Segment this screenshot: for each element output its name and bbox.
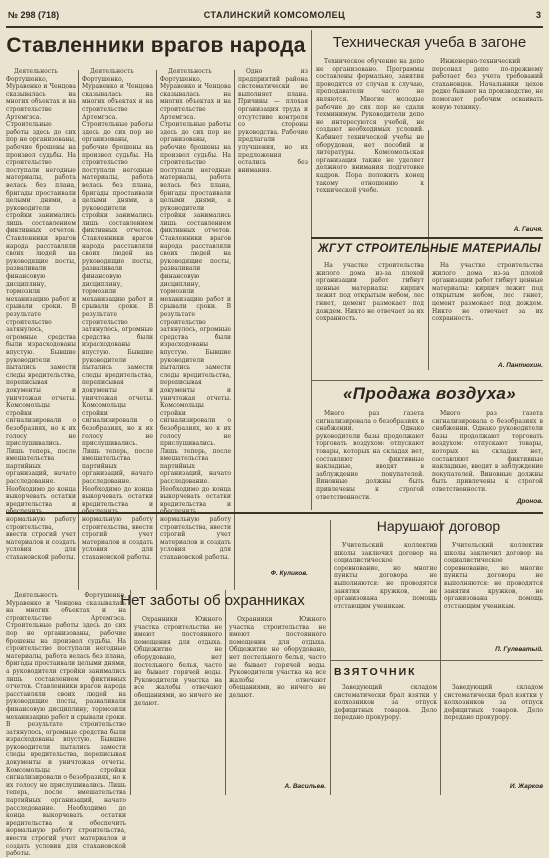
headline-materialy: ЖГУТ СТРОИТЕЛЬНЫЕ МАТЕРИАЛЫ: [317, 243, 542, 255]
article-body-extra: Одно из предприятий района систематически не выполняет плана. Причины — плохая организация труда и отсутствие контроля со стороны руководства. Рабочие предлагали улучшения, но их предложения остались без внимания.: [238, 68, 308, 174]
headline-stavlenniki: Ставленники врагов народа: [6, 34, 306, 57]
signature-extra: Ф. Куликов.: [270, 570, 308, 577]
signature-vzyatochnik: И. Жарков: [509, 783, 543, 790]
article-body-vzyatochnik: Заведующий складом систематически брал взятки у колхозников за отпуск дефицитных товаров. Дело передано прокурору.: [334, 684, 437, 722]
article-body-stavlenniki: Деятельность Фортушенко, Муравенко и Ченцова сказывалась на многих объектах и на строительстве Артемгэса. Строительные работы здесь до сих пор не организованы, рабочие брошены на произвол судьбы. На строительство поступали негодные материалы, работа велась без плана, бригады простаивали целыми днями, а руководители стройки занимались лишь составлением фиктивных отчетов. Ставленники врагов народа расставляли своих людей на руководящие посты, разваливали финансовую дисциплину, тормозили механизацию работ и срывали сроки. В результате строительство затянулось, огромные средства были израсходованы впустую. Бывшие руководители пытались замести следы вредительства, переписывая документы и уничтожая отчеты. Комсомольцы стройки сигнализировали о безобразиях, но к их голосу не прислушивались. Лишь теперь, после вмешательства партийных организаций, начато расследование. Необходимо до конца выкорчевать остатки вредительства и обеспечить нормальную работу строительства, ввести строгий учет материалов и создать условия для стахановской работы.: [160, 68, 231, 561]
article-body-okhranniki: Охранники Южного участка строительства не имеют постоянного помещения для отдыха. Общежитие не оборудовано, нет постельного белья, часто не бывает горячей воды. Руководители участка на все жалобы отвечают обещаниями, но ничего не делают.: [229, 616, 326, 699]
section-rule: [311, 380, 543, 381]
signature-okhranniki: А. Васильев.: [284, 783, 326, 790]
article-body-narushayut: Учительский коллектив школы заключил договор на социалистическое соревнование, но многие пункты договора не выполняются: не проводятся занятия кружков, не организована помощь отстающим ученикам.: [444, 542, 543, 610]
newspaper-name: СТАЛИНСКИЙ КОМСОМОЛЕЦ: [203, 10, 346, 20]
article-body-stavlenniki: Деятельность Фортушенко, Муравенко и Ченцова сказывалась на многих объектах и на строительстве Артемгэса. Строительные работы здесь до сих пор не организованы, рабочие брошены на произвол судьбы. На строительство поступали негодные материалы, работа велась без плана, бригады простаивали целыми днями, а руководители стройки занимались лишь составлением фиктивных отчетов. Ставленники врагов народа расставляли своих людей на руководящие посты, разваливали финансовую дисциплину, тормозили механизацию работ и срывали сроки. В результате строительство затянулось, огромные средства были израсходованы впустую. Бывшие руководители пытались замести следы вредительства, переписывая документы и уничтожая отчеты. Комсомольцы стройки сигнализировали о безобразиях, но к их голосу не прислушивались. Лишь теперь, после вмешательства партийных организаций, начато расследование. Необходимо до конца выкорчевать остатки вредительства и обеспечить нормальную работу строительства, ввести строгий учет материалов и создать условия для стахановской работы.: [6, 68, 76, 561]
headline-vozdukh: «Продажа воздуха»: [342, 384, 517, 403]
column-divider: [440, 520, 441, 795]
page-header: [6, 6, 543, 28]
page-number: 3: [535, 10, 541, 20]
article-body-materialy: На участке строительства жилого дома из-за плохой организации работ гибнут ценные материалы: кирпич лежит под открытым небом, лес гниет, цемент размокает под дождем. Никто не отвечает за их сохранность.: [316, 262, 424, 323]
headline-vzyatochnik: ВЗЯТОЧНИК: [334, 666, 417, 678]
signature-vozdukh: Дронов.: [516, 498, 543, 505]
headline-okhranniki: Нет заботы об охранниках: [120, 592, 305, 609]
article-body-materialy: На участке строительства жилого дома из-за плохой организации работ гибнут ценные материалы: кирпич лежит под открытым небом, лес гниет, цемент размокает под дождем. Никто не отвечает за их сохранность.: [432, 262, 543, 323]
article-body-vozdukh: Много раз газета сигнализировала о безобразиях в снабжении. Однако руководители базы продолжают торговать воздухом: отпускают товары, которых на складах нет, составляют фиктивные накладные, вводят в заблуждение покупателей. Виновные должны быть привлечены к строгой ответственности.: [432, 410, 543, 493]
signature-narushayut: П. Гулеватый.: [495, 646, 543, 653]
issue-number: № 298 (718): [8, 10, 60, 20]
article-body-side: Инженерно-технический персонал депо по-прежнему работает без учета требований стахановцев. Начальники цехов редко бывают на производстве, не помогают рабочим осваивать новую технику.: [432, 58, 543, 111]
signature-materialy: А. Пантюхин.: [497, 362, 543, 369]
section-rule: [311, 237, 543, 239]
article-body-okhranniki: Охранники Южного участка строительства не имеют постоянного помещения для отдыха. Общежитие не оборудовано, нет постельного белья, часто не бывает горячей воды. Руководители участка на все жалобы отвечают обещаниями, но ничего не делают.: [134, 616, 222, 707]
article-body-vzyatochnik: Заведующий складом систематически брал взятки у колхозников за отпуск дефицитных товаров. Дело передано прокурору.: [444, 684, 543, 722]
headline-narushayut: Нарушают договор: [376, 518, 501, 534]
headline-tekhucheba: Техническая учеба в загоне: [332, 34, 527, 51]
article-body-stavlenniki: Деятельность Фортушенко, Муравенко и Ченцова сказывалась на многих объектах и на строительстве Артемгэса. Строительные работы здесь до сих пор не организованы, рабочие брошены на произвол судьбы. На строительство поступали негодные материалы, работа велась без плана, бригады простаивали целыми днями, а руководители стройки занимались лишь составлением фиктивных отчетов. Ставленники врагов народа расставляли своих людей на руководящие посты, разваливали финансовую дисциплину, тормозили механизацию работ и срывали сроки. В результате строительство затянулось, огромные средства были израсходованы впустую. Бывшие руководители пытались замести следы вредительства, переписывая документы и уничтожая отчеты. Комсомольцы стройки сигнализировали о безобразиях, но к их голосу не прислушивались. Лишь теперь, после вмешательства партийных организаций, начато расследование. Необходимо до конца выкорчевать остатки вредительства и обеспечить нормальную работу строительства, ввести строгий учет материалов и создать условия для стахановской работы.: [82, 68, 153, 561]
column-divider: [330, 520, 331, 795]
signature-side: А. Гвичя.: [513, 226, 543, 233]
article-body-narushayut: Учительский коллектив школы заключил договор на социалистическое соревнование, но многие пункты договора не выполняются: не проводятся занятия кружков, не организована помощь отстающим ученикам.: [334, 542, 437, 610]
column-divider: [311, 30, 312, 510]
column-divider: [225, 590, 226, 795]
article-body-stavlenniki-cont: Деятельность Фортушенко, Муравенко и Ченцова сказывалась на многих объектах и на строительстве Артемгэса. Строительные работы здесь до сих пор не организованы, рабочие брошены на произвол судьбы. На строительство поступали негодные материалы, работа велась без плана, бригады простаивали целыми днями, а руководители стройки занимались лишь составлением фиктивных отчетов. Ставленники врагов народа расставляли своих людей на руководящие посты, разваливали финансовую дисциплину, тормозили механизацию работ и срывали сроки. В результате строительство затянулось, огромные средства были израсходованы впустую. Бывшие руководители пытались замести следы вредительства, переписывая документы и уничтожая отчеты. Комсомольцы стройки сигнализировали о безобразиях, но к их голосу не прислушивались. Лишь теперь, после вмешательства партийных организаций, начато расследование. Необходимо до конца выкорчевать остатки вредительства и обеспечить нормальную работу строительства, ввести строгий учет материалов и создать условия для стахановской работы.: [6, 592, 126, 858]
column-divider: [130, 590, 131, 795]
article-body-vozdukh: Много раз газета сигнализировала о безобразиях в снабжении. Однако руководители базы продолжают торговать воздухом: отпускают товары, которых на складах нет, составляют фиктивные накладные, вводят в заблуждение покупателей. Виновные должны быть привлечены к строгой ответственности.: [316, 410, 424, 501]
article-body-tekhucheba: Техническое обучение на депо не организовано. Программы составлены формально, занятия проводятся от случая к случаю, преподаватели часто не являются. Многие молодые рабочие до сих пор не сдали техминимум. Руководители депо не интересуются учебой, не создают необходимых условий. Кабинет технической учебы не оборудован, нет пособий и литературы. Комсомольская организация также не уделяет должного внимания подготовке кадров. Пора положить конец такому отношению к технической учебе.: [316, 58, 424, 195]
section-rule: [330, 660, 543, 661]
